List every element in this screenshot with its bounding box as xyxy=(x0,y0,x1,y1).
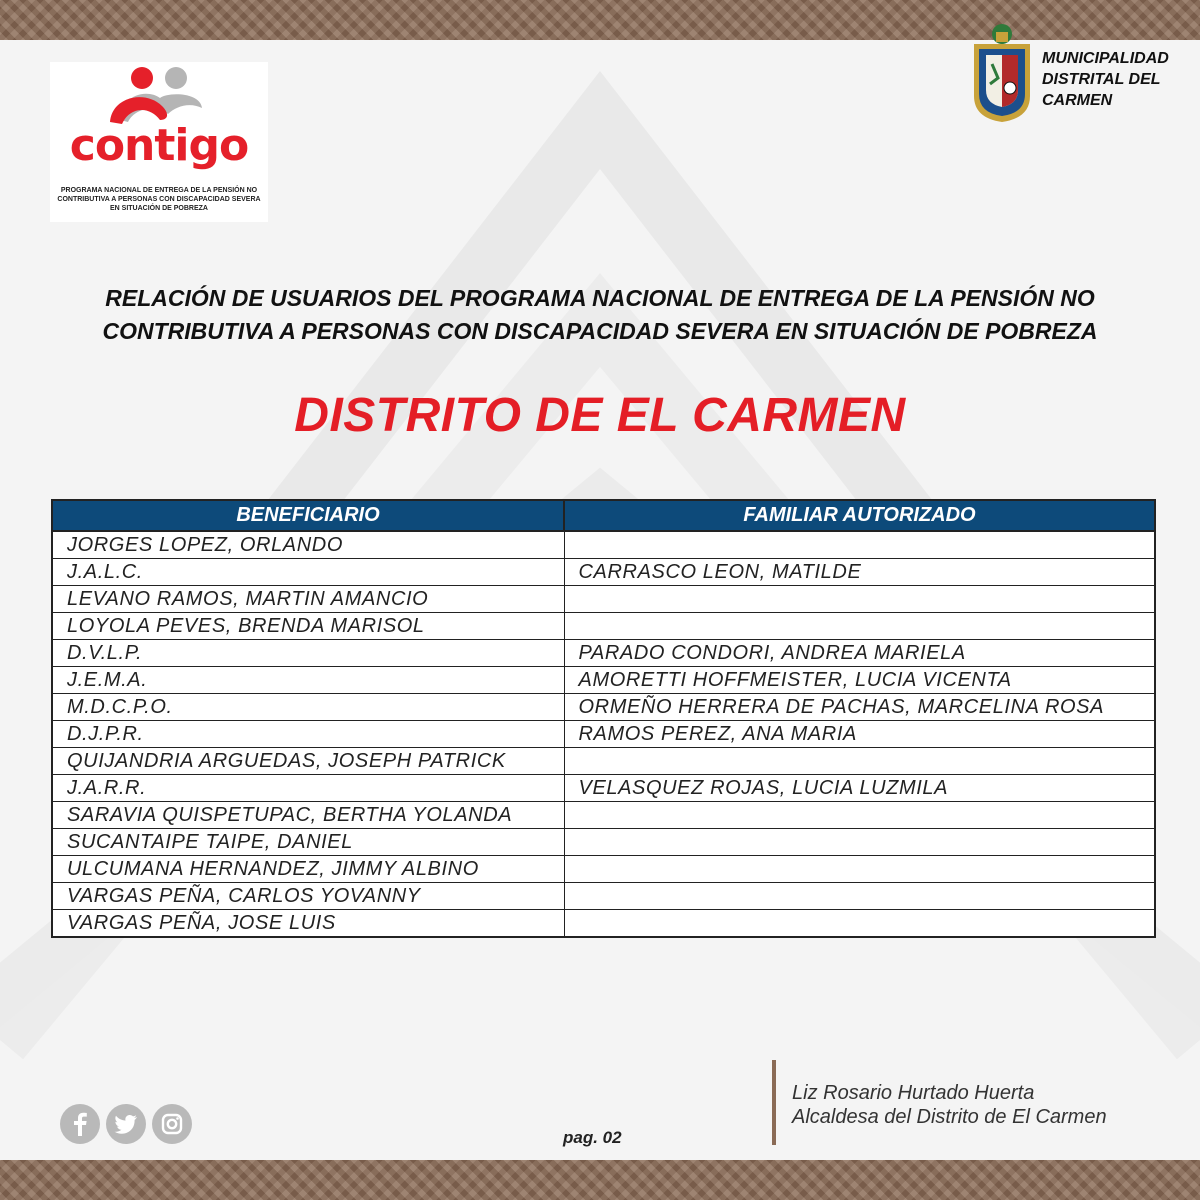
beneficiaries-table xyxy=(51,499,1156,938)
table-row xyxy=(52,559,1155,586)
beneficiary-cell: QUIJANDRIA ARGUEDAS, JOSEPH PATRICK xyxy=(52,748,564,775)
beneficiary-cell: J.A.R.R. xyxy=(52,775,564,802)
signature-divider xyxy=(772,1060,776,1145)
beneficiary-cell: M.D.C.P.O. xyxy=(52,694,564,721)
authorized-relative-cell: AMORETTI HOFFMEISTER, LUCIA VICENTA xyxy=(564,667,1155,694)
authorized-relative-cell: VELASQUEZ ROJAS, LUCIA LUZMILA xyxy=(564,775,1155,802)
twitter-icon[interactable] xyxy=(106,1104,146,1144)
authorized-relative-cell xyxy=(564,748,1155,775)
facebook-icon[interactable] xyxy=(60,1104,100,1144)
bottom-decorative-band xyxy=(0,1160,1200,1200)
table-row xyxy=(52,694,1155,721)
instagram-icon[interactable] xyxy=(152,1104,192,1144)
beneficiary-cell: SARAVIA QUISPETUPAC, BERTHA YOLANDA xyxy=(52,802,564,829)
beneficiary-cell: JORGES LOPEZ, ORLANDO xyxy=(52,531,564,559)
authorized-relative-cell xyxy=(564,613,1155,640)
contigo-logo xyxy=(50,62,268,222)
signature-name: Liz Rosario Hurtado Huerta xyxy=(792,1082,1035,1104)
municipality-name-line-3: CARMEN xyxy=(1042,92,1113,109)
beneficiary-cell: ULCUMANA HERNANDEZ, JIMMY ALBINO xyxy=(52,856,564,883)
authorized-relative-cell xyxy=(564,883,1155,910)
table-row xyxy=(52,748,1155,775)
document-title-line-2: CONTRIBUTIVA A PERSONAS CON DISCAPACIDAD SEVERA EN SITUACIÓN DE POBREZA xyxy=(102,318,1098,344)
table-row xyxy=(52,910,1155,938)
municipality-name-line-1: MUNICIPALIDAD xyxy=(1042,50,1169,67)
table-row xyxy=(52,883,1155,910)
authorized-relative-cell: RAMOS PEREZ, ANA MARIA xyxy=(564,721,1155,748)
column-header-beneficiario: BENEFICIARIO xyxy=(52,500,564,531)
authorized-relative-cell xyxy=(564,802,1155,829)
contigo-logo-wordmark: contigo xyxy=(69,120,249,171)
table-row xyxy=(52,586,1155,613)
authorized-relative-cell: PARADO CONDORI, ANDREA MARIELA xyxy=(564,640,1155,667)
table-row xyxy=(52,856,1155,883)
signature-block xyxy=(792,1081,1107,1129)
table-row xyxy=(52,829,1155,856)
beneficiary-cell: D.V.L.P. xyxy=(52,640,564,667)
table-row xyxy=(52,640,1155,667)
table-row xyxy=(52,802,1155,829)
beneficiary-cell: J.A.L.C. xyxy=(52,559,564,586)
municipality-name-line-2: DISTRITAL DEL xyxy=(1042,71,1161,88)
table-header-row xyxy=(52,500,1155,531)
column-header-familiar-autorizado: FAMILIAR AUTORIZADO xyxy=(564,500,1155,531)
authorized-relative-cell xyxy=(564,856,1155,883)
authorized-relative-cell: CARRASCO LEON, MATILDE xyxy=(564,559,1155,586)
beneficiary-cell: VARGAS PEÑA, JOSE LUIS xyxy=(52,910,564,938)
beneficiary-cell: LOYOLA PEVES, BRENDA MARISOL xyxy=(52,613,564,640)
contigo-logo-subtitle: PROGRAMA NACIONAL DE ENTREGA DE LA PENSIÓN NO CONTRIBUTIVA A PERSONAS CON DISCAPACIDAD SEVERA EN SITUACIÓN DE POBREZA xyxy=(57,187,261,212)
authorized-relative-cell: ORMEÑO HERRERA DE PACHAS, MARCELINA ROSA xyxy=(564,694,1155,721)
beneficiary-cell: VARGAS PEÑA, CARLOS YOVANNY xyxy=(52,883,564,910)
district-heading: DISTRITO DE EL CARMEN xyxy=(294,389,906,442)
authorized-relative-cell xyxy=(564,586,1155,613)
table-row xyxy=(52,613,1155,640)
authorized-relative-cell xyxy=(564,910,1155,938)
municipality-name xyxy=(1042,48,1192,111)
page-number: pag. 02 xyxy=(563,1128,622,1147)
signature-role: Alcaldesa del Distrito de El Carmen xyxy=(792,1106,1107,1128)
authorized-relative-cell xyxy=(564,829,1155,856)
table-row xyxy=(52,667,1155,694)
beneficiary-cell: D.J.P.R. xyxy=(52,721,564,748)
municipal-crest-icon xyxy=(970,22,1034,124)
beneficiary-cell: LEVANO RAMOS, MARTIN AMANCIO xyxy=(52,586,564,613)
document-title-line-1: RELACIÓN DE USUARIOS DEL PROGRAMA NACIONAL DE ENTREGA DE LA PENSIÓN NO xyxy=(105,285,1095,311)
table-row xyxy=(52,531,1155,559)
beneficiary-cell: J.E.M.A. xyxy=(52,667,564,694)
document-title xyxy=(40,282,1160,348)
beneficiary-cell: SUCANTAIPE TAIPE, DANIEL xyxy=(52,829,564,856)
table-row xyxy=(52,721,1155,748)
authorized-relative-cell xyxy=(564,531,1155,559)
table-row xyxy=(52,775,1155,802)
